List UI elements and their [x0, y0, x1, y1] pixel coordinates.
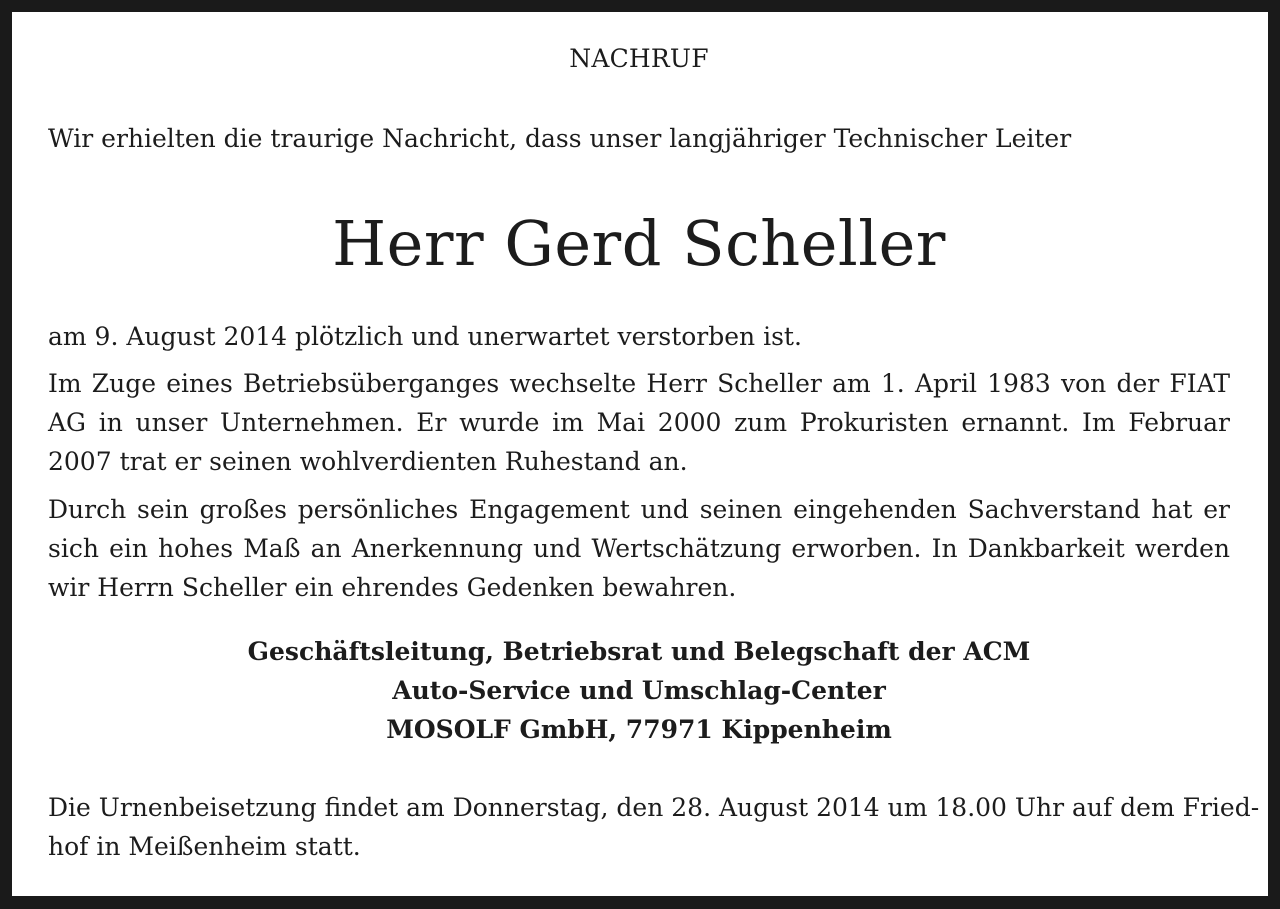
signature-line: MOSOLF GmbH, 77971 Kippenheim [386, 715, 892, 744]
signature-line: Geschäftsleitung, Betriebsrat und Belegschaft der ACM [247, 637, 1031, 666]
intro-line: Wir erhielten die traurige Nachricht, dass unser langjähriger Technischer Leiter [48, 124, 1072, 153]
deceased-name: Herr Gerd Scheller [332, 207, 946, 280]
tribute-paragraph: Durch sein großes persönliches Engagement und seinen eingehenden Sachverstand hat er sich ein hohes Maß an Anerkennung und Wertschätzung erworben. In Dankbarkeit werden wir Herrn Scheller ein ehrendes Gedenken bewahren. [48, 495, 1230, 602]
career-paragraph: Im Zuge eines Betriebsüberganges wechselte Herr Scheller am 1. April 1983 von der FIAT AG in unser Unternehmen. Er wurde im Mai 2000 zum Prokuristen ernannt. Im Februar 2007 trat er seinen wohlverdienten Ruhestand an. [48, 369, 1230, 476]
burial-notice-line: hof in Meißenheim statt. [48, 832, 361, 861]
signature-line: Auto-Service und Umschlag-Center [392, 676, 886, 705]
obituary-notice [48, 12, 1260, 896]
burial-notice-line: Die Urnenbeisetzung findet am Donnerstag, den 28. August 2014 um 18.00 Uhr auf dem Fried- [48, 793, 1260, 822]
notice-heading: NACHRUF [569, 44, 709, 73]
death-date-paragraph: am 9. August 2014 plötzlich und unerwartet verstorben ist. [48, 322, 802, 351]
burial-notice [48, 788, 1260, 866]
signature-block [48, 632, 1230, 749]
